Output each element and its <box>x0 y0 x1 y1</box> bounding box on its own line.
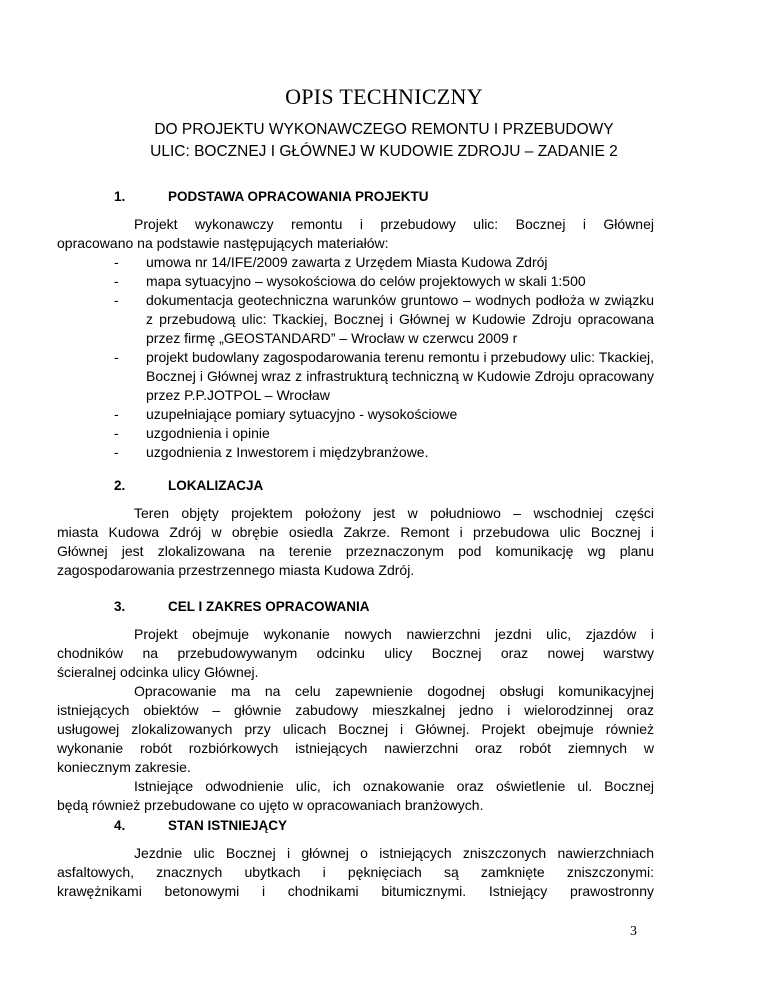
text-line: chodników na przebudowywanym odcinku ulicy Bocznej oraz nowej warstwy <box>57 645 654 661</box>
list-item <box>114 443 654 462</box>
text-line: zagospodarowania przestrzennego miasta Kudowa Zdrój. <box>57 562 415 578</box>
section-4-text <box>57 844 654 901</box>
text-line: usługowej zlokalizowanych przy ulicach Bocznej i Głównej. Projekt obejmuje również <box>57 721 654 737</box>
text-line: krawężnikami betonowymi i chodnikami bitumicznymi. Istniejący prawostronny <box>57 883 654 899</box>
document-title: OPIS TECHNICZNY <box>285 84 483 109</box>
dash-bullet: - <box>114 292 119 308</box>
list-item-text: dokumentacja geotechniczna warunków gruntowo – wodnych podłoża w związku z przebudową ulic: Tkackiej, Bocznej i Głównej w Kudowie Zdroju opracowana przez firmę „GEOSTANDARD” – Wrocław w czerwcu 2009 r <box>146 292 654 346</box>
text-line: wykonanie robót rozbiórkowych istniejących nawierzchni oraz robót ziemnych w <box>57 740 654 756</box>
section-number: 4. <box>114 818 126 833</box>
text-line: Projekt obejmuje wykonanie nowych nawierzchni jezdni ulic, zjazdów i <box>134 626 654 642</box>
text-line: Teren objęty projektem położony jest w południowo – wschodniej części <box>134 505 654 521</box>
text-line: Opracowanie ma na celu zapewnienie dogodnej obsługi komunikacyjnej <box>134 683 654 699</box>
text-line: koniecznym zakresie. <box>57 759 191 775</box>
list-item <box>114 405 654 424</box>
list-item <box>114 348 654 405</box>
section-title: LOKALIZACJA <box>168 478 264 493</box>
section-heading-1 <box>114 189 429 204</box>
dash-bullet: - <box>114 425 119 441</box>
list-item <box>114 424 654 443</box>
section-title: STAN ISTNIEJĄCY <box>168 818 288 833</box>
section-2-text <box>57 504 654 580</box>
text-line: Projekt wykonawczy remontu i przebudowy ulic: Bocznej i Głównej <box>134 216 654 232</box>
section-number: 3. <box>114 599 126 614</box>
list-item-text: umowa nr 14/IFE/2009 zawarta z Urzędem Miasta Kudowa Zdrój <box>146 254 548 270</box>
dash-bullet: - <box>114 406 119 422</box>
section-heading-2 <box>114 478 263 493</box>
section-heading-4 <box>114 818 287 833</box>
subtitle-line-2: ULIC: BOCZNEJ I GŁÓWNEJ W KUDOWIE ZDROJU – ZADANIE 2 <box>150 143 618 160</box>
text-line: ścieralnej odcinka ulicy Głównej. <box>57 664 259 680</box>
text-line: Jezdnie ulic Bocznej i głównej o istniejących zniszczonych nawierzchniach <box>134 845 654 861</box>
text-line: asfaltowych, znacznych ubytkach i pęknięciach są zamknięte zniszczonymi: <box>57 864 654 880</box>
section-title: PODSTAWA OPRACOWANIA PROJEKTU <box>168 189 429 204</box>
dash-bullet: - <box>114 273 119 289</box>
materials-list <box>114 253 654 462</box>
list-item <box>114 272 654 291</box>
text-line: istniejących obiektów – głównie zabudowy mieszkalnej jedno i wielorodzinnej oraz <box>57 702 654 718</box>
section-number: 1. <box>114 189 126 204</box>
section-number: 2. <box>114 478 126 493</box>
section-3-text <box>57 625 654 815</box>
section-1-intro <box>57 215 654 253</box>
dash-bullet: - <box>114 349 119 365</box>
list-item <box>114 291 654 348</box>
page-number: 3 <box>630 924 637 939</box>
section-heading-3 <box>114 599 370 614</box>
list-item-text: projekt budowlany zagospodarowania terenu remontu i przebudowy ulic: Tkackiej, Bocznej i Głównej wraz z infrastrukturą techniczną w Kudowie Zdroju opracowany przez P.P.JOTPOL – Wrocław <box>146 349 654 403</box>
text-line: będą również przebudowane co ujęto w opracowaniach branżowych. <box>57 797 484 813</box>
list-item-text: mapa sytuacyjno – wysokościowa do celów projektowych w skali 1:500 <box>146 273 586 289</box>
text-line: miasta Kudowa Zdrój w obrębie osiedla Zakrze. Remont i przebudowa ulic Bocznej i <box>57 524 654 540</box>
list-item-text: uzgodnienia z Inwestorem i międzybranżowe. <box>146 444 429 460</box>
text-line: opracowano na podstawie następujących materiałów: <box>57 235 389 251</box>
section-title: CEL I ZAKRES OPRACOWANIA <box>168 599 370 614</box>
list-item <box>114 253 654 272</box>
dash-bullet: - <box>114 444 119 460</box>
list-item-text: uzgodnienia i opinie <box>146 425 270 441</box>
subtitle-line-1: DO PROJEKTU WYKONAWCZEGO REMONTU I PRZEBUDOWY <box>154 121 614 138</box>
list-item-text: uzupełniające pomiary sytuacyjno - wysokościowe <box>146 406 458 422</box>
text-line: Istniejące odwodnienie ulic, ich oznakowanie oraz oświetlenie ul. Bocznej <box>134 778 654 794</box>
dash-bullet: - <box>114 254 119 270</box>
document-subtitle <box>60 119 708 163</box>
text-line: Głównej jest zlokalizowana na terenie przeznaczonym pod komunikację wg planu <box>57 543 654 559</box>
